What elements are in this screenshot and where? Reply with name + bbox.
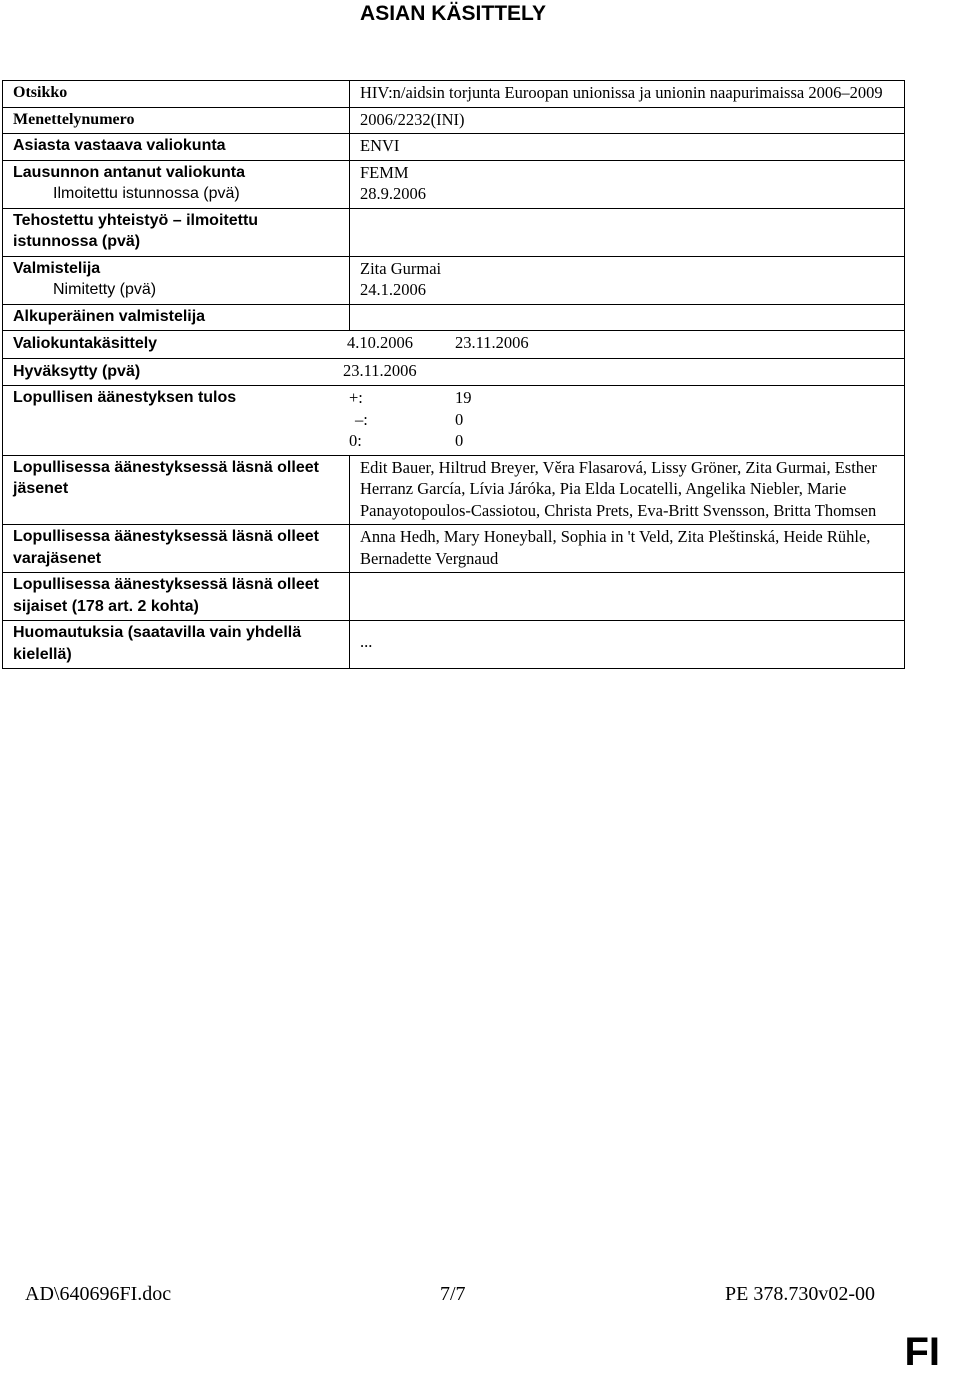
value-lausunto-date: 28.9.2006 — [360, 184, 426, 203]
label-lausunto-sub: Ilmoitettu istunnossa (pvä) — [53, 185, 240, 202]
vote-against-key: –: — [355, 409, 368, 429]
value-lausunto-main: FEMM — [360, 162, 409, 182]
value-otsikko: HIV:n/aidsin torjunta Euroopan unionissa ja unionin naapurimaissa 2006–2009 — [350, 81, 905, 108]
footer-page-number: 7/7 — [440, 1283, 466, 1305]
cell-hyvaksytty — [3, 358, 905, 386]
vote-abstain-key: 0: — [349, 431, 362, 450]
vote-abstain — [349, 430, 472, 452]
row-vastaava-valiokunta — [3, 134, 905, 161]
value-huomautuksia: ... — [350, 621, 905, 669]
label-menettelynumero: Menettelynumero — [3, 107, 350, 134]
procedure-table — [2, 80, 905, 669]
row-alkuperainen-valmistelija — [3, 304, 905, 331]
value-varajasenet: Anna Hedh, Mary Honeyball, Sophia in 't Veld, Zita Pleštinská, Heide Rühle, Bernadette Vergnaud — [350, 525, 905, 573]
footer-pe-number: PE 378.730v02-00 — [725, 1283, 875, 1305]
value-valiokuntakasittely-2: 23.11.2006 — [455, 333, 529, 352]
row-valiokuntakasittely — [3, 331, 905, 359]
value-hyvaksytty: 23.11.2006 — [343, 360, 417, 380]
value-valmistelija — [350, 256, 905, 304]
label-varajasenet: Lopullisessa äänestyksessä läsnä olleet varajäsenet — [3, 525, 350, 573]
value-jasenet: Edit Bauer, Hiltrud Breyer, Věra Flasarová, Lissy Gröner, Zita Gurmai, Esther Herranz García, Lívia Járóka, Pia Elda Locatelli, Angelika Niebler, Marie Panayotopoulos-Cassiotou, Christa Prets, Eva-Britt Svensson, Britta Thomsen — [350, 455, 905, 525]
cell-valiokuntakasittely — [3, 331, 905, 359]
value-menettelynumero: 2006/2232(INI) — [350, 107, 905, 134]
label-valmistelija — [3, 256, 350, 304]
row-sijaiset — [3, 573, 905, 621]
vote-against — [349, 409, 472, 431]
page-title: ASIAN KÄSITTELY — [360, 2, 546, 25]
row-valmistelija — [3, 256, 905, 304]
vote-for — [349, 387, 472, 409]
cell-aanestyksen-tulos — [3, 386, 905, 456]
label-vastaava-valiokunta: Asiasta vastaava valiokunta — [3, 134, 350, 161]
value-valmistelija-name: Zita Gurmai — [360, 258, 442, 278]
label-hyvaksytty: Hyväksytty (pvä) — [13, 362, 141, 380]
vote-against-value: 0 — [455, 409, 464, 429]
label-huomautuksia: Huomautuksia (saatavilla vain yhdellä kielellä) — [3, 621, 350, 669]
language-code: FI — [904, 1330, 940, 1374]
label-alkuperainen-valmistelija: Alkuperäinen valmistelija — [3, 304, 350, 331]
value-alkuperainen-valmistelija — [350, 304, 905, 331]
vote-abstain-value: 0 — [455, 431, 464, 450]
value-lausunto-valiokunta — [350, 160, 905, 208]
label-lausunto-main: Lausunnon antanut valiokunta — [13, 163, 246, 181]
value-valiokuntakasittely-1: 4.10.2006 — [347, 333, 413, 352]
row-jasenet — [3, 455, 905, 525]
value-sijaiset — [350, 573, 905, 621]
vote-for-key: +: — [349, 388, 363, 407]
row-menettelynumero — [3, 107, 905, 134]
value-vastaava-valiokunta: ENVI — [350, 134, 905, 161]
label-otsikko: Otsikko — [3, 81, 350, 108]
row-varajasenet — [3, 525, 905, 573]
footer-doc-ref: AD\640696FI.doc — [25, 1283, 172, 1305]
row-tehostettu-yhteistyo — [3, 208, 905, 256]
label-valiokuntakasittely: Valiokuntakäsittely — [13, 335, 158, 352]
votes-list — [349, 387, 472, 452]
value-valmistelija-date: 24.1.2006 — [360, 280, 426, 299]
value-tehostettu-yhteistyo — [350, 208, 905, 256]
vote-for-value: 19 — [455, 388, 472, 407]
label-valmistelija-main: Valmistelija — [13, 259, 101, 277]
row-hyvaksytty — [3, 358, 905, 386]
label-sijaiset: Lopullisessa äänestyksessä läsnä olleet sijaiset (178 art. 2 kohta) — [3, 573, 350, 621]
row-huomautuksia — [3, 621, 905, 669]
row-lausunto-valiokunta — [3, 160, 905, 208]
label-valmistelija-sub: Nimitetty (pvä) — [53, 281, 157, 298]
label-aanestyksen-tulos: Lopullisen äänestyksen tulos — [13, 389, 237, 406]
label-tehostettu-yhteistyo: Tehostettu yhteistyö – ilmoitettu istunnossa (pvä) — [3, 208, 350, 256]
label-jasenet: Lopullisessa äänestyksessä läsnä olleet jäsenet — [3, 455, 350, 525]
row-otsikko — [3, 81, 905, 108]
label-lausunto-valiokunta — [3, 160, 350, 208]
row-aanestyksen-tulos — [3, 386, 905, 456]
